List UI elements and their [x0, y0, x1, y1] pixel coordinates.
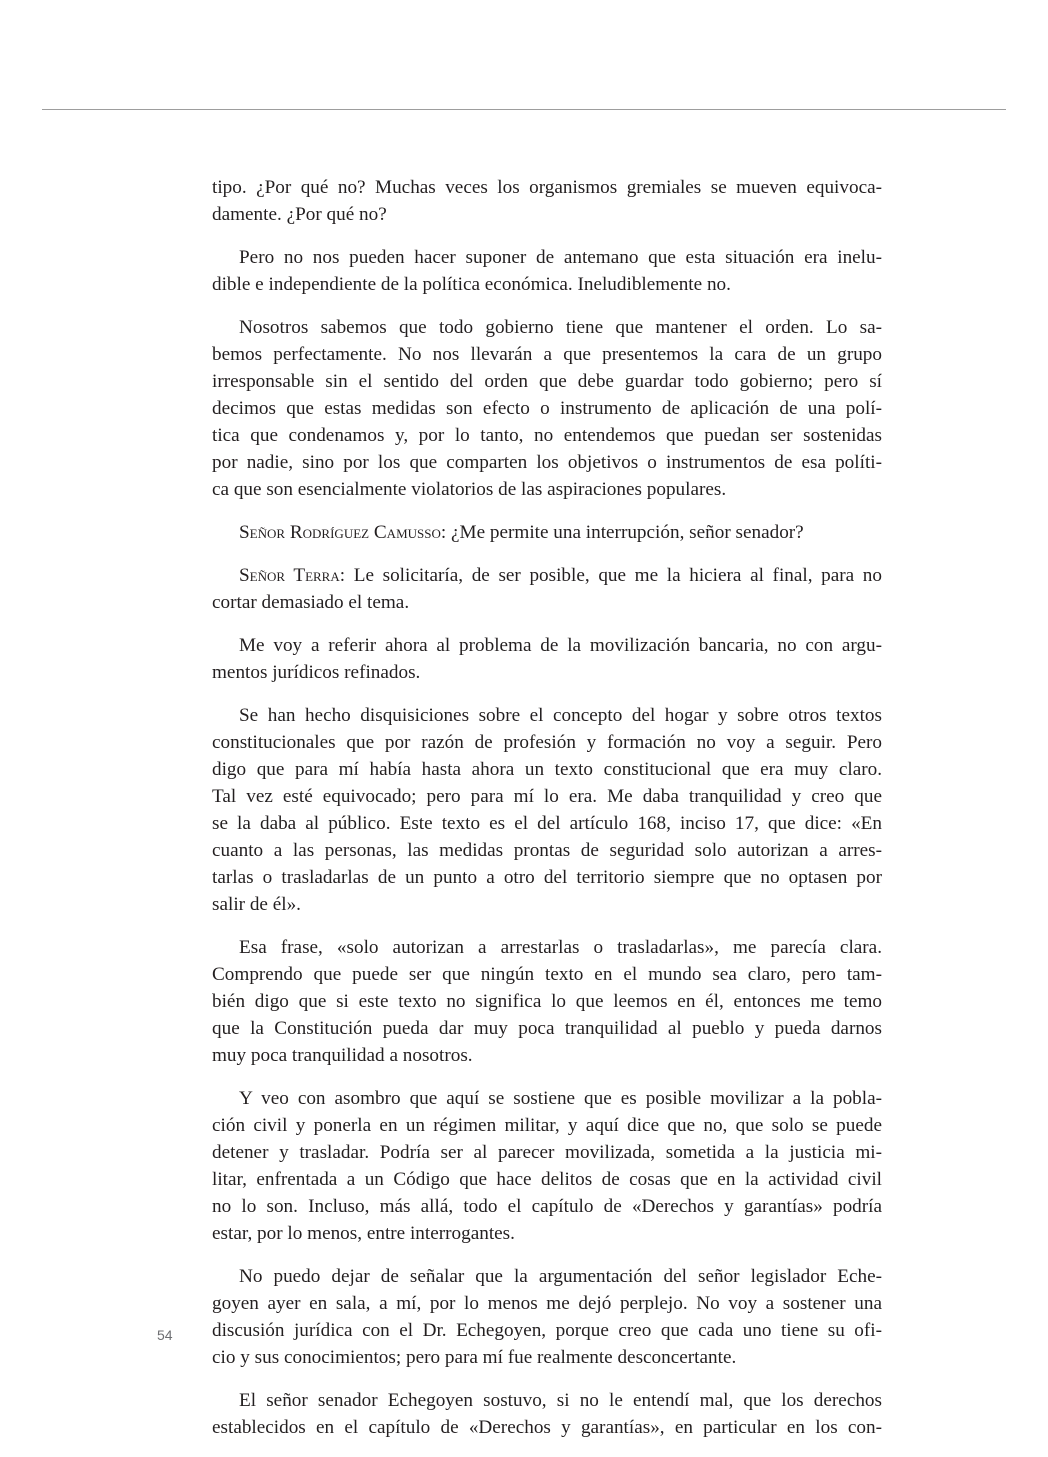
text-line: tarlas o trasladarlas de un punto a otro del territorio siempre que no optasen por [212, 867, 882, 888]
text-line: salir de él». [212, 894, 301, 915]
text-line: tipo. ¿Por qué no? Muchas veces los organismos gremiales se mueven equivoca- [212, 177, 882, 198]
body-text [212, 174, 882, 1457]
text-line: bién digo que si este texto no significa lo que leemos en él, entonces me temo [212, 991, 882, 1012]
text-line: Se han hecho disquisiciones sobre el concepto del hogar y sobre otros textos [239, 705, 882, 726]
speech-text: ¿Me permite una interrupción, señor senador? [446, 522, 804, 543]
text-line: discusión jurídica con el Dr. Echegoyen, porque creo que cada uno tiene su ofi- [212, 1320, 882, 1341]
text-line: ción civil y ponerla en un régimen militar, y aquí dice que no, que solo se puede [212, 1115, 882, 1136]
text-line [212, 519, 882, 546]
text-line: muy poca tranquilidad a nosotros. [212, 1045, 473, 1066]
text-line: mentos jurídicos refinados. [212, 662, 421, 683]
text-line: irresponsable sin el sentido del orden que debe guardar todo gobierno; pero sí [212, 371, 882, 392]
text-line: detener y trasladar. Podría ser al parecer movilizada, sometida a la justicia mi- [212, 1142, 882, 1163]
text-line: dible e independiente de la política económica. Ineludiblemente no. [212, 274, 731, 295]
text-line: establecidos en el capítulo de «Derechos y garantías», en particular en los con- [212, 1417, 882, 1438]
text-line: estar, por lo menos, entre interrogantes. [212, 1223, 515, 1244]
header-rule [42, 109, 1006, 110]
text-line: constitucionales que por razón de profesión y formación no voy a seguir. Pero [212, 732, 882, 753]
text-line: digo que para mí había hasta ahora un texto constitucional que era muy claro. [212, 759, 882, 780]
text-line: Nosotros sabemos que todo gobierno tiene que mantener el orden. Lo sa- [239, 317, 882, 338]
text-line: Comprendo que puede ser que ningún texto en el mundo sea claro, pero tam- [212, 964, 882, 985]
text-line: damente. ¿Por qué no? [212, 204, 387, 225]
text-line: El señor senador Echegoyen sostuvo, si no le entendí mal, que los derechos [239, 1390, 882, 1411]
text-line: Pero no nos pueden hacer suponer de antemano que esta situación era inelu- [239, 247, 882, 268]
text-line: no lo son. Incluso, más allá, todo el capítulo de «Derechos y garantías» podría [212, 1196, 882, 1217]
text-line: Y veo con asombro que aquí se sostiene que es posible movilizar a la pobla- [239, 1088, 882, 1109]
text-line: No puedo dejar de señalar que la argumentación del señor legislador Eche- [239, 1266, 882, 1287]
text-line: Me voy a referir ahora al problema de la movilización bancaria, no con argu- [239, 635, 882, 656]
text-line: que la Constitución pueda dar muy poca tranquilidad al pueblo y pueda darnos [212, 1018, 882, 1039]
text-line: litar, enfrentada a un Código que hace delitos de cosas que en la actividad civil [212, 1169, 882, 1190]
text-line: cuanto a las personas, las medidas prontas de seguridad solo autorizan a arres- [212, 840, 882, 861]
text-line: Esa frase, «solo autorizan a arrestarlas o trasladarlas», me parecía clara. [239, 937, 882, 958]
speech-text: Le solicitaría, de ser posible, que me la hiciera al final, para no [345, 565, 882, 586]
text-line: goyen ayer en sala, a mí, por lo menos me dejó perplejo. No voy a sostener una [212, 1293, 882, 1314]
text-line: cio y sus conocimientos; pero para mí fue realmente desconcertante. [212, 1347, 737, 1368]
text-line: por nadie, sino por los que comparten los objetivos o instrumentos de esa políti- [212, 452, 882, 473]
speaker-name: Señor Terra: [239, 565, 346, 586]
text-line [212, 562, 882, 589]
speaker-name: Señor Rodríguez Camusso: [239, 522, 447, 543]
text-line: cortar demasiado el tema. [212, 592, 410, 613]
text-line: ca que son esencialmente violatorios de las aspiraciones populares. [212, 479, 727, 500]
page-number: 54 [157, 1327, 173, 1343]
text-line: se la daba al público. Este texto es el del artículo 168, inciso 17, que dice: «En [212, 813, 882, 834]
text-line: decimos que estas medidas son efecto o instrumento de aplicación de una polí- [212, 398, 882, 419]
text-line: bemos perfectamente. No nos llevarán a que presentemos la cara de un grupo [212, 344, 882, 365]
text-line: tica que condenamos y, por lo tanto, no entendemos que puedan ser sostenidas [212, 425, 882, 446]
text-line: Tal vez esté equivocado; pero para mí lo era. Me daba tranquilidad y creo que [212, 786, 882, 807]
